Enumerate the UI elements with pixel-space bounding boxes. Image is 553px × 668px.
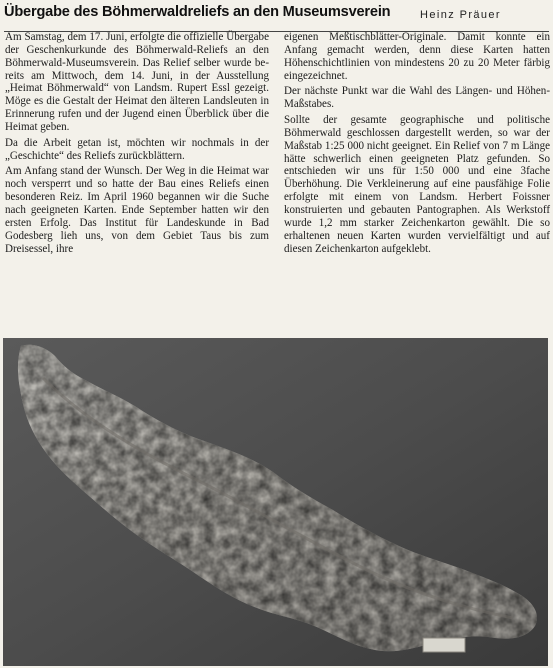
paragraph: Am Samstag, dem 17. Juni, erfolgte die offizielle Übergabe der Geschenkurkunde des Böhmerwald-Reliefs an den Böhmerwald-Museumsverein. Das Relief selber wurde bereits am Mittwoch, dem 14. Juni, in der Ausstellung „Heimat Böhmerwald“ von Landsm. Rupert Essl gezeigt. Möge es die Gestalt der Heimat den älteren Landsleuten in Erinnerung rufen und der Jugend einen Überblick über die Heimat geben. [5, 31, 269, 133]
paragraph: Da die Arbeit getan ist, möchten wir nochmals in der „Geschichte“ des Reliefs zurückblättern. [5, 136, 269, 162]
left-column [5, 31, 269, 258]
article-header [4, 3, 549, 32]
paragraph: Sollte der gesamte geographische und politische Böhmerwald geschlossen dargestellt werden, so war der Maßstab 1:25 000 nicht geeignet. Ein Relief von 7 m Länge hätte schwerlich einen geeigneten Platz gefunden. So entschieden wir uns für 1:50 000 und eine 3fache Überhöhung. Die Verkleinerung auf eine pausfähige Folie erfolgte mit einem von Landsm. Herbert Foissner konstruierten und gebauten Pantographen. Als Werkstoff wurde 1,2 mm starker Zeichenkarton gewählt. Die so erhaltenen neuen Karten wurden vervielfältigt und auf diesen Zeichenkarton aufgeklebt. [284, 114, 550, 255]
right-column [284, 31, 550, 258]
article-author: Heinz Präuer [420, 9, 501, 21]
article-title: Übergabe des Böhmerwaldreliefs an den Museumsverein [4, 4, 391, 20]
paragraph: Der nächste Punkt war die Wahl des Längen- und Höhen-Maßstabes. [284, 85, 550, 111]
paragraph: eigenen Meßtischblätter-Originale. Damit konnte ein Anfang gemacht werden, denn diese Karten hatten Höhenschichtlinien von mindestens 20 zu 20 Meter färbig eingezeichnet. [284, 31, 550, 82]
relief-photo [3, 338, 548, 666]
paragraph: Am Anfang stand der Wunsch. Der Weg in die Heimat war noch versperrt und so hatte der Bau eines Reliefs einen besonderen Reiz. Im April 1960 begannen wir die Suche nach geeigneten Karten. Ende September hatten wir den ersten Erfolg. Das Institut für Landeskunde in Bad Godesberg lieh uns, von dem Gebiet Taus bis zum Dreisessel, ihre [5, 165, 269, 255]
plaque [423, 638, 465, 652]
